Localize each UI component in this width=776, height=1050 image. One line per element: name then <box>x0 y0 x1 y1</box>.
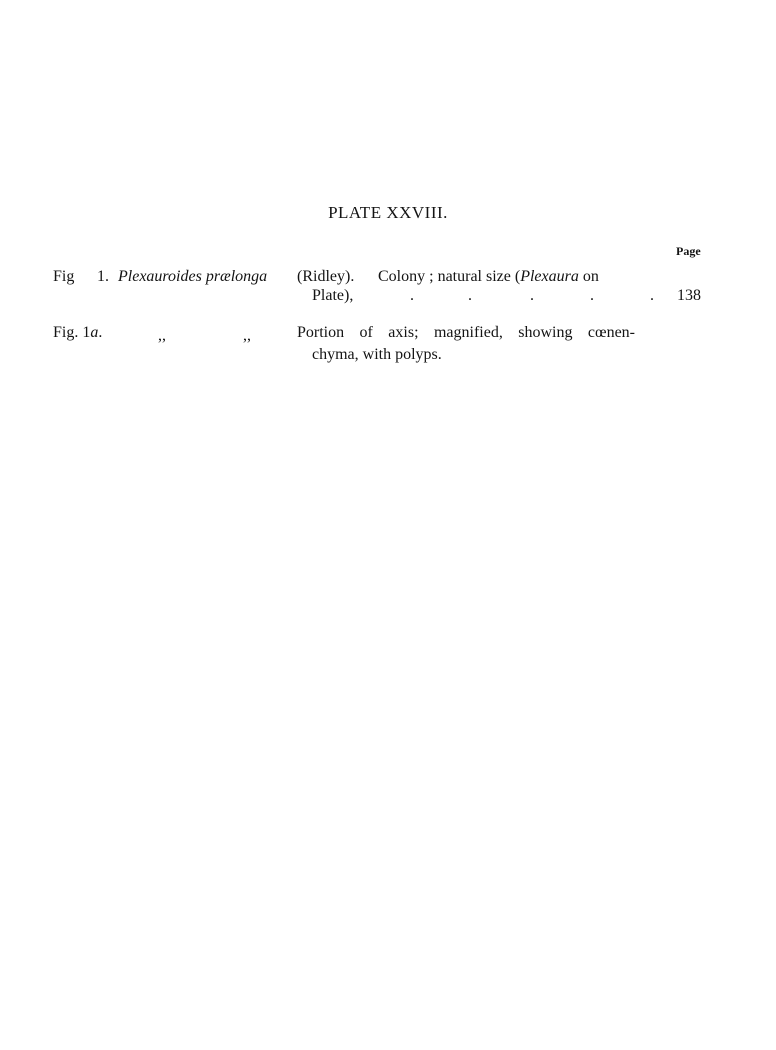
fig-label: Fig <box>53 268 75 285</box>
description-line-2: Plate), <box>312 287 354 304</box>
page-column-header: Page <box>676 244 701 258</box>
leader-dot: . <box>590 287 594 304</box>
fig-number: 1. <box>97 268 109 285</box>
leader-dot: . <box>530 287 534 304</box>
leader-dot: . <box>410 287 414 304</box>
ditto-mark: ,, <box>158 327 166 344</box>
plate-title: PLATE XXVIII. <box>328 203 448 222</box>
description-line-1: Colony ; natural size (Plexaura on <box>378 268 599 285</box>
leader-dot: . <box>468 287 472 304</box>
fig-label: Fig. 1a. <box>53 324 103 341</box>
description-line-2: chyma, with polyps. <box>312 346 442 363</box>
ditto-mark: ,, <box>243 327 251 344</box>
description-line-1: Portion of axis; magnified, showing cœnen- <box>297 324 635 341</box>
page-number: 138 <box>677 287 701 304</box>
species-name: Plexauroides prælonga <box>118 268 268 285</box>
leader-dot: . <box>650 287 654 304</box>
species-authority: (Ridley). <box>297 268 355 285</box>
